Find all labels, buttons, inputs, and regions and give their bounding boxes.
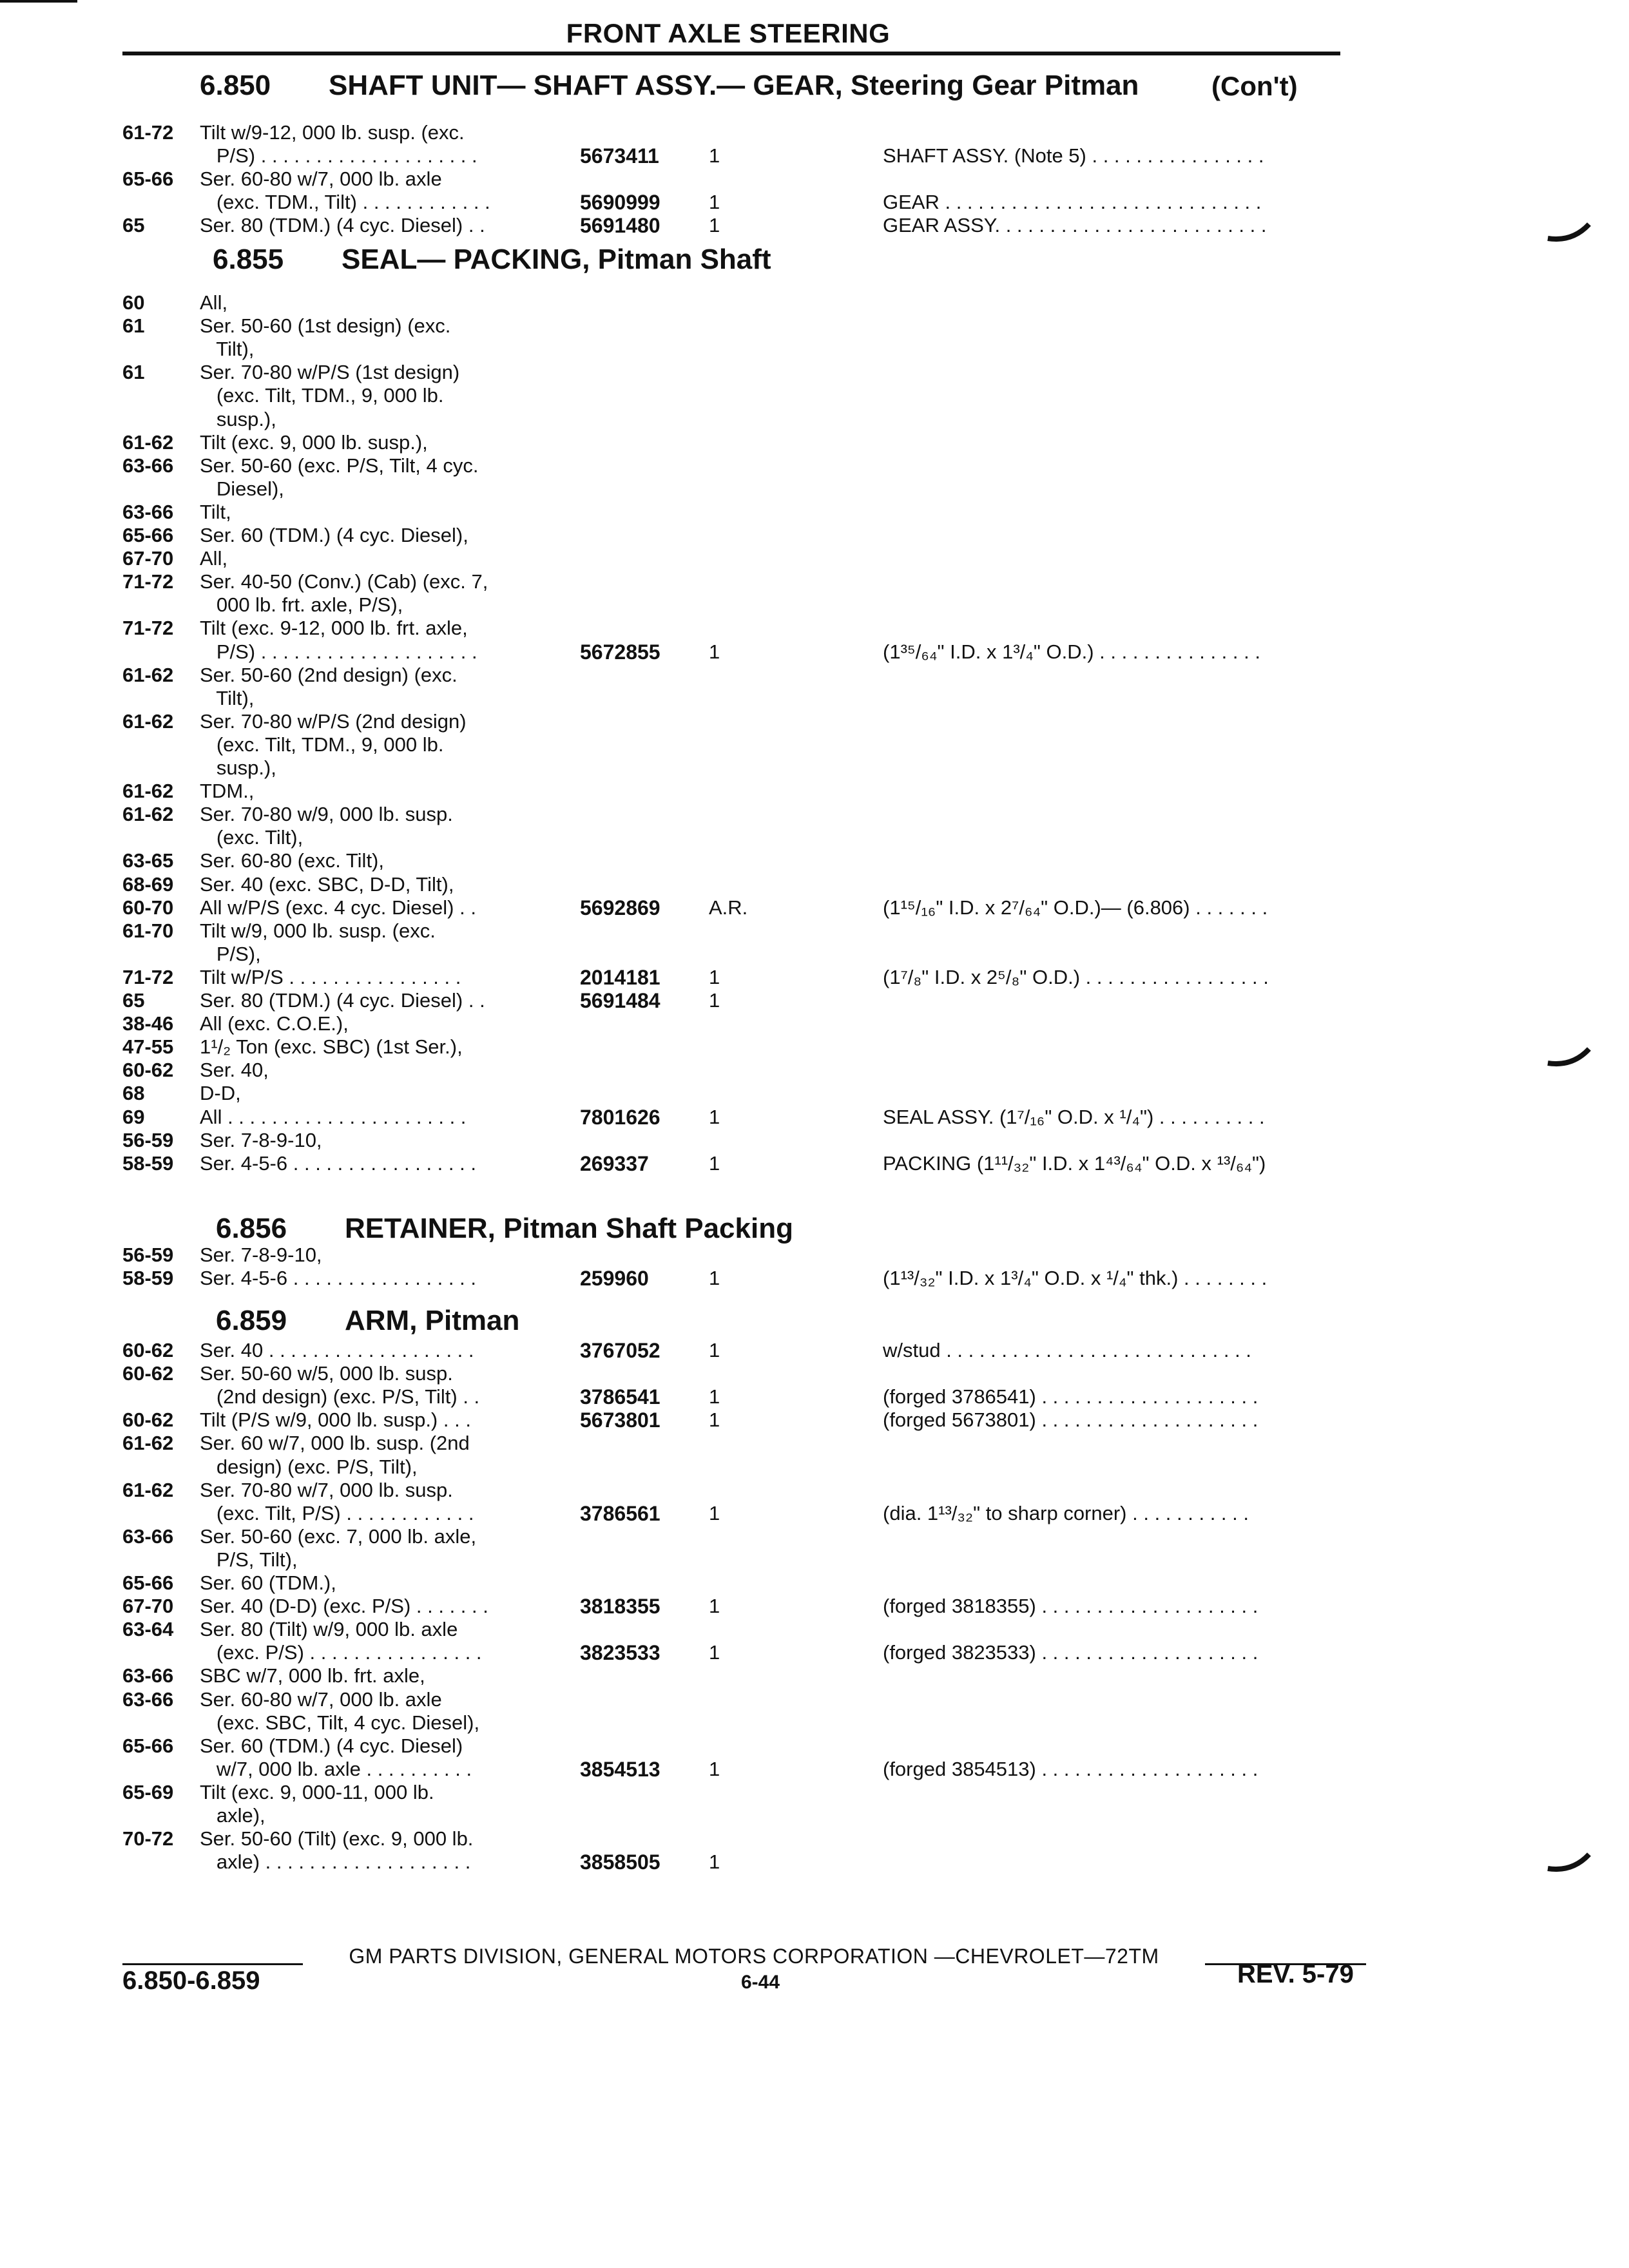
application-description: All,	[200, 547, 228, 570]
part-number: 5673411	[580, 144, 659, 168]
application-description: susp.),	[200, 756, 276, 779]
footer-revision: REV. 5-79	[1237, 1960, 1354, 1988]
section-number: 6.859	[216, 1305, 287, 1336]
title-rule	[122, 52, 1340, 55]
model-years: 65-66	[122, 1571, 174, 1594]
model-years: 61-62	[122, 710, 174, 733]
application-description: design) (exc. P/S, Tilt),	[200, 1456, 418, 1478]
application-description: P/S) . . . . . . . . . . . . . . . . . . . .	[200, 144, 477, 167]
model-years: 71-72	[122, 570, 174, 593]
application-description: (2nd design) (exc. P/S, Tilt) . .	[200, 1385, 480, 1408]
application-description: P/S) . . . . . . . . . . . . . . . . . . . .	[200, 640, 477, 663]
model-years: 58-59	[122, 1152, 174, 1175]
application-description: Ser. 60-80 w/7, 000 lb. axle	[200, 168, 442, 190]
application-description: Tilt w/9, 000 lb. susp. (exc.	[200, 919, 436, 942]
application-description: Ser. 4-5-6 . . . . . . . . . . . . . . . . .	[200, 1267, 476, 1289]
part-note: GEAR ASSY. . . . . . . . . . . . . . . . . . . . . . . . .	[883, 214, 1267, 236]
application-description: Ser. 40 (exc. SBC, D-D, Tilt),	[200, 873, 454, 896]
application-description: Ser. 60-80 (exc. Tilt),	[200, 849, 384, 872]
application-description: (exc. Tilt, TDM., 9, 000 lb.	[200, 733, 444, 756]
application-description: Ser. 50-60 (1st design) (exc.	[200, 314, 451, 337]
quantity: 1	[709, 1850, 720, 1873]
application-description: 1¹/₂ Ton (exc. SBC) (1st Ser.),	[200, 1035, 463, 1058]
quantity: 1	[709, 1267, 720, 1289]
quantity: 1	[709, 1339, 720, 1361]
application-description: All . . . . . . . . . . . . . . . . . . . . . .	[200, 1106, 467, 1128]
model-years: 68	[122, 1082, 145, 1104]
application-description: Ser. 50-60 (Tilt) (exc. 9, 000 lb.	[200, 1827, 474, 1850]
quantity: 1	[709, 966, 720, 988]
application-description: axle) . . . . . . . . . . . . . . . . . . .	[200, 1850, 471, 1873]
application-description: (exc. P/S) . . . . . . . . . . . . . . . .	[200, 1641, 482, 1664]
section-title: SHAFT UNIT— SHAFT ASSY.— GEAR, Steering Gear Pitman	[329, 70, 1139, 101]
application-description: 000 lb. frt. axle, P/S),	[200, 593, 403, 616]
application-description: Diesel),	[200, 477, 284, 500]
application-description: Ser. 60-80 w/7, 000 lb. axle	[200, 1688, 442, 1711]
application-description: Ser. 4-5-6 . . . . . . . . . . . . . . . . .	[200, 1152, 476, 1175]
application-description: Ser. 60 (TDM.),	[200, 1571, 336, 1594]
application-description: Ser. 60 w/7, 000 lb. susp. (2nd	[200, 1432, 470, 1454]
page-title: FRONT AXLE STEERING	[566, 18, 891, 48]
model-years: 60-62	[122, 1362, 174, 1385]
model-years: 69	[122, 1106, 145, 1128]
part-note: (forged 3823533) . . . . . . . . . . . . . . . . . . . .	[883, 1641, 1258, 1664]
application-description: Ser. 60 (TDM.) (4 cyc. Diesel),	[200, 524, 468, 546]
application-description: Tilt (exc. 9, 000-11, 000 lb.	[200, 1781, 434, 1803]
model-years: 65-66	[122, 1735, 174, 1757]
quantity: 1	[709, 640, 720, 663]
application-description: Tilt (exc. 9-12, 000 lb. frt. axle,	[200, 617, 468, 639]
quantity: 1	[709, 214, 720, 236]
model-years: 71-72	[122, 966, 174, 988]
model-years: 63-65	[122, 849, 174, 872]
continued-label: (Con't)	[1211, 71, 1298, 101]
application-description: Ser. 70-80 w/7, 000 lb. susp.	[200, 1479, 453, 1501]
application-description: Tilt w/9-12, 000 lb. susp. (exc.	[200, 121, 465, 144]
application-description: Ser. 70-80 w/P/S (2nd design)	[200, 710, 467, 733]
application-description: (exc. Tilt),	[200, 826, 304, 849]
model-years: 60-62	[122, 1059, 174, 1081]
part-number: 5691484	[580, 989, 660, 1012]
quantity: 1	[709, 1385, 720, 1408]
section-title: ARM, Pitman	[345, 1305, 520, 1336]
binder-hook-mark	[1547, 1044, 1592, 1070]
part-note: (forged 3786541) . . . . . . . . . . . . . . . . . . . .	[883, 1385, 1258, 1408]
section-number: 6.850	[200, 70, 271, 101]
part-number: 7801626	[580, 1106, 660, 1129]
model-years: 71-72	[122, 617, 174, 639]
application-description: Ser. 7-8-9-10,	[200, 1129, 322, 1151]
quantity: 1	[709, 1152, 720, 1175]
quantity: 1	[709, 144, 720, 167]
application-description: Ser. 80 (TDM.) (4 cyc. Diesel) . .	[200, 214, 485, 236]
model-years: 60-62	[122, 1408, 174, 1431]
model-years: 61-62	[122, 664, 174, 686]
model-years: 63-66	[122, 454, 174, 477]
section-title: RETAINER, Pitman Shaft Packing	[345, 1213, 793, 1244]
application-description: Ser. 40 (D-D) (exc. P/S) . . . . . . .	[200, 1595, 488, 1617]
part-note: w/stud . . . . . . . . . . . . . . . . . . . . . . . . . . . .	[883, 1339, 1251, 1361]
part-note: (1³⁵/₆₄" I.D. x 1³/₄" O.D.) . . . . . . . . . . . . . . .	[883, 640, 1260, 663]
application-description: Ser. 40,	[200, 1059, 269, 1081]
part-number: 5673801	[580, 1408, 660, 1432]
part-number: 269337	[580, 1152, 649, 1175]
application-description: P/S),	[200, 943, 261, 965]
section-number: 6.855	[213, 244, 284, 275]
section-heading	[216, 1305, 519, 1337]
part-number: 5692869	[580, 896, 660, 919]
model-years: 60-62	[122, 1339, 174, 1361]
quantity: 1	[709, 1595, 720, 1617]
model-years: 61-72	[122, 121, 174, 144]
part-note: (forged 5673801) . . . . . . . . . . . . . . . . . . . .	[883, 1408, 1258, 1431]
application-description: Ser. 60 (TDM.) (4 cyc. Diesel)	[200, 1735, 463, 1757]
part-note: PACKING (1¹¹/₃₂" I.D. x 1⁴³/₆₄" O.D. x ¹³/₆₄")	[883, 1152, 1266, 1175]
footer-section-range: 6.850-6.859	[122, 1966, 260, 1995]
application-description: (exc. Tilt, TDM., 9, 000 lb.	[200, 384, 444, 407]
part-number: 3823533	[580, 1641, 660, 1664]
model-years: 63-66	[122, 1688, 174, 1711]
application-description: Ser. 40-50 (Conv.) (Cab) (exc. 7,	[200, 570, 488, 593]
application-description: w/7, 000 lb. axle . . . . . . . . . .	[200, 1758, 472, 1780]
quantity: 1	[709, 1106, 720, 1128]
application-description: All,	[200, 291, 228, 314]
application-description: Ser. 80 (TDM.) (4 cyc. Diesel) . .	[200, 989, 485, 1012]
model-years: 68-69	[122, 873, 174, 896]
model-years: 67-70	[122, 547, 174, 570]
application-description: susp.),	[200, 408, 276, 430]
footer-page-number: 6-44	[741, 1972, 780, 1993]
part-number: 3786541	[580, 1385, 660, 1408]
section-number: 6.856	[216, 1213, 287, 1244]
quantity: 1	[709, 1408, 720, 1431]
application-description: (exc. TDM., Tilt) . . . . . . . . . . . .	[200, 191, 490, 213]
quantity: 1	[709, 1502, 720, 1524]
model-years: 65-69	[122, 1781, 174, 1803]
part-number: 5690999	[580, 191, 660, 214]
application-description: All (exc. C.O.E.),	[200, 1012, 349, 1035]
part-number: 5691480	[580, 214, 660, 237]
binder-hook-mark	[1547, 219, 1592, 245]
part-number: 3854513	[580, 1758, 660, 1781]
model-years: 61-62	[122, 803, 174, 825]
application-description: D-D,	[200, 1082, 241, 1104]
part-number: 2014181	[580, 966, 660, 989]
section-heading	[216, 1213, 793, 1245]
application-description: Tilt,	[200, 501, 231, 523]
model-years: 38-46	[122, 1012, 174, 1035]
quantity: 1	[709, 191, 720, 213]
application-description: P/S, Tilt),	[200, 1548, 298, 1571]
model-years: 67-70	[122, 1595, 174, 1617]
model-years: 70-72	[122, 1827, 174, 1850]
part-number: 3786561	[580, 1502, 660, 1525]
model-years: 61-62	[122, 1432, 174, 1454]
quantity: A.R.	[709, 896, 748, 919]
model-years: 60-70	[122, 896, 174, 919]
model-years: 47-55	[122, 1035, 174, 1058]
application-description: Tilt),	[200, 687, 255, 709]
part-number: 3818355	[580, 1595, 660, 1618]
application-description: TDM.,	[200, 780, 255, 802]
application-description: Ser. 70-80 w/P/S (1st design)	[200, 361, 460, 383]
application-description: Ser. 40 . . . . . . . . . . . . . . . . . . .	[200, 1339, 474, 1361]
application-description: Ser. 50-60 (2nd design) (exc.	[200, 664, 458, 686]
model-years: 65	[122, 989, 145, 1012]
application-description: Tilt w/P/S . . . . . . . . . . . . . . . .	[200, 966, 461, 988]
section-heading	[200, 70, 1139, 102]
section-title: SEAL— PACKING, Pitman Shaft	[342, 244, 771, 275]
application-description: Ser. 50-60 w/5, 000 lb. susp.	[200, 1362, 453, 1385]
model-years: 63-66	[122, 1525, 174, 1548]
part-note: SEAL ASSY. (1⁷/₁₆" O.D. x ¹/₄") . . . . . . . . . .	[883, 1106, 1265, 1128]
application-description: Tilt (P/S w/9, 000 lb. susp.) . . .	[200, 1408, 471, 1431]
model-years: 63-66	[122, 1664, 174, 1687]
footer-publisher: GM PARTS DIVISION, GENERAL MOTORS CORPORATION —CHEVROLET—72TM	[349, 1945, 1159, 1968]
application-description: SBC w/7, 000 lb. frt. axle,	[200, 1664, 425, 1687]
model-years: 60	[122, 291, 145, 314]
application-description: Ser. 7-8-9-10,	[200, 1244, 322, 1266]
model-years: 65-66	[122, 524, 174, 546]
model-years: 56-59	[122, 1244, 174, 1266]
model-years: 65	[122, 214, 145, 236]
part-note: (1¹³/₃₂" I.D. x 1³/₄" O.D. x ¹/₄" thk.) . . . . . . . .	[883, 1267, 1268, 1289]
model-years: 61-62	[122, 431, 174, 454]
model-years: 58-59	[122, 1267, 174, 1289]
application-description: Tilt),	[200, 338, 255, 360]
model-years: 65-66	[122, 168, 174, 190]
part-note: (1¹⁵/₁₆" I.D. x 2⁷/₆₄" O.D.)— (6.806) . . . . . . .	[883, 896, 1268, 919]
model-years: 63-64	[122, 1618, 174, 1640]
model-years: 63-66	[122, 501, 174, 523]
model-years: 61	[122, 314, 145, 337]
model-years: 61	[122, 361, 145, 383]
application-description: (exc. Tilt, P/S) . . . . . . . . . . . .	[200, 1502, 474, 1524]
binder-hook-mark	[1547, 1849, 1592, 1875]
application-description: Ser. 80 (Tilt) w/9, 000 lb. axle	[200, 1618, 458, 1640]
application-description: (exc. SBC, Tilt, 4 cyc. Diesel),	[200, 1711, 480, 1734]
part-number: 3767052	[580, 1339, 660, 1362]
quantity: 1	[709, 989, 720, 1012]
quantity: 1	[709, 1758, 720, 1780]
model-years: 61-70	[122, 919, 174, 942]
application-description: Tilt (exc. 9, 000 lb. susp.),	[200, 431, 428, 454]
application-description: Ser. 50-60 (exc. 7, 000 lb. axle,	[200, 1525, 477, 1548]
footer-rule-left	[122, 1963, 303, 1965]
section-heading	[213, 244, 771, 276]
quantity: 1	[709, 1641, 720, 1664]
application-description: All w/P/S (exc. 4 cyc. Diesel) . .	[200, 896, 476, 919]
part-note: (dia. 1¹³/₃₂" to sharp corner) . . . . . . . . . . .	[883, 1502, 1249, 1524]
application-description: Ser. 50-60 (exc. P/S, Tilt, 4 cyc.	[200, 454, 479, 477]
application-description: Ser. 70-80 w/9, 000 lb. susp.	[200, 803, 453, 825]
part-note: SHAFT ASSY. (Note 5) . . . . . . . . . . . . . . . .	[883, 144, 1264, 167]
part-note: (forged 3818355) . . . . . . . . . . . . . . . . . . . .	[883, 1595, 1258, 1617]
part-number: 5672855	[580, 640, 660, 664]
model-years: 56-59	[122, 1129, 174, 1151]
part-number: 3858505	[580, 1850, 660, 1874]
application-description: axle),	[200, 1804, 265, 1827]
part-note: (forged 3854513) . . . . . . . . . . . . . . . . . . . .	[883, 1758, 1258, 1780]
part-note: (1⁷/₈" I.D. x 2⁵/₈" O.D.) . . . . . . . . . . . . . . . . .	[883, 966, 1269, 988]
top-edge-rule	[0, 0, 77, 3]
model-years: 61-62	[122, 780, 174, 802]
part-number: 259960	[580, 1267, 649, 1290]
model-years: 61-62	[122, 1479, 174, 1501]
part-note: GEAR . . . . . . . . . . . . . . . . . . . . . . . . . . . . .	[883, 191, 1262, 213]
